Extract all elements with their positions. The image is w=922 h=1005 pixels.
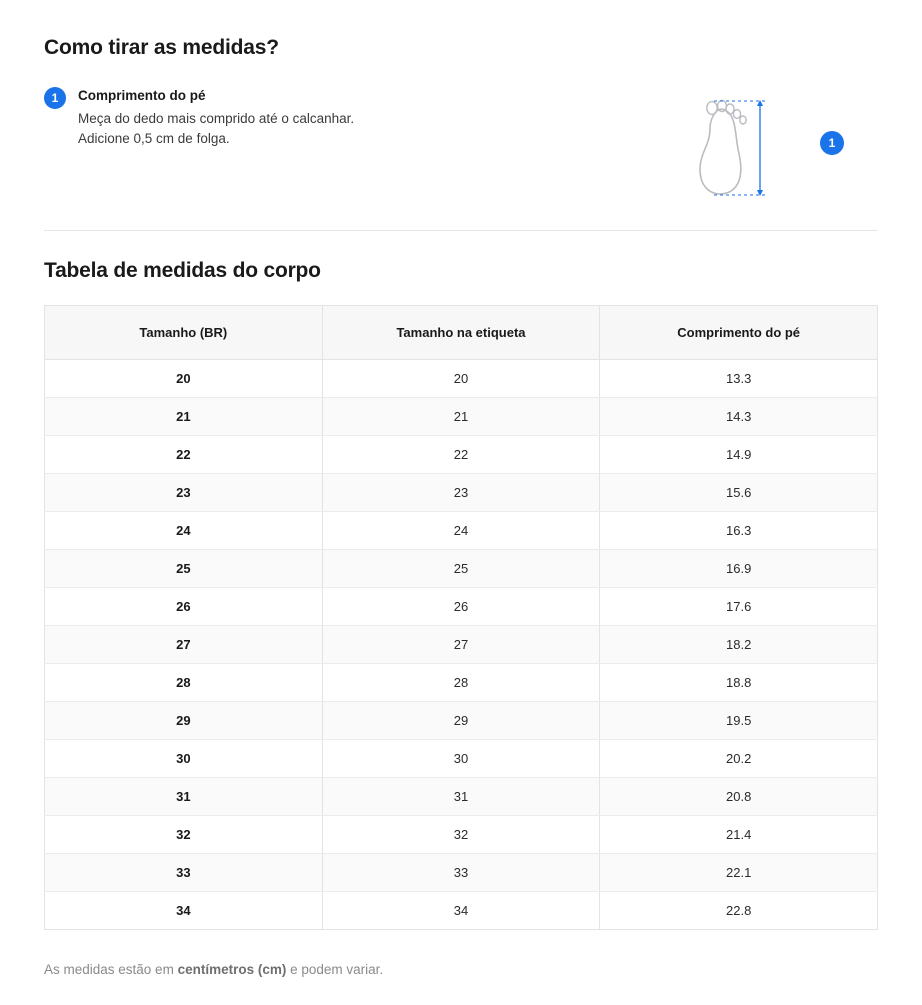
table-row xyxy=(45,816,878,854)
table-cell: 33 xyxy=(322,854,600,892)
table-cell: 14.3 xyxy=(600,398,878,436)
diagram-step-badge: 1 xyxy=(820,131,844,155)
foot-measurement-icon xyxy=(674,94,794,214)
table-cell: 30 xyxy=(322,740,600,778)
table-cell: 22 xyxy=(45,436,323,474)
table-cell: 15.6 xyxy=(600,474,878,512)
table-cell: 18.8 xyxy=(600,664,878,702)
size-table-head xyxy=(45,306,878,360)
table-cell: 14.9 xyxy=(600,436,878,474)
table-row xyxy=(45,474,878,512)
table-cell: 20.2 xyxy=(600,740,878,778)
table-cell: 20.8 xyxy=(600,778,878,816)
footnote-emphasis: centímetros (cm) xyxy=(177,962,287,977)
column-header-size-br: Tamanho (BR) xyxy=(45,306,323,360)
page-title: Como tirar as medidas? xyxy=(44,36,279,59)
table-cell: 33 xyxy=(45,854,323,892)
table-cell: 22.8 xyxy=(726,903,752,918)
table-cell: 34 xyxy=(45,892,323,930)
table-cell: 19.5 xyxy=(600,702,878,740)
table-row xyxy=(45,588,878,626)
table-cell: 29 xyxy=(322,702,600,740)
size-table xyxy=(44,305,878,930)
table-cell: 21.4 xyxy=(600,816,878,854)
table-row xyxy=(45,892,878,930)
table-cell: 31 xyxy=(322,778,600,816)
table-row xyxy=(45,512,878,550)
table-header-row xyxy=(45,306,878,360)
step-text-block xyxy=(78,86,408,148)
table-cell: 25 xyxy=(45,550,323,588)
step-description: Meça do dedo mais comprido até o calcanhar. Adicione 0,5 cm de folga. xyxy=(78,111,355,146)
column-header-foot-length: Comprimento do pé xyxy=(600,306,878,360)
table-cell: 30 xyxy=(45,740,323,778)
table-cell: 25 xyxy=(322,550,600,588)
table-cell: 34 xyxy=(322,892,600,930)
table-row xyxy=(45,740,878,778)
step-number-badge: 1 xyxy=(44,87,66,109)
table-row xyxy=(45,854,878,892)
table-cell: 22 xyxy=(322,436,600,474)
table-cell: 13.3 xyxy=(600,360,878,398)
table-cell: 20 xyxy=(45,360,323,398)
table-cell: 27 xyxy=(322,626,600,664)
table-row xyxy=(45,702,878,740)
table-cell: 16.9 xyxy=(600,550,878,588)
how-to-measure-section xyxy=(44,86,878,204)
section-divider xyxy=(44,230,878,231)
table-cell: 24 xyxy=(45,512,323,550)
table-title: Tabela de medidas do corpo xyxy=(44,259,321,282)
table-cell: 18.2 xyxy=(600,626,878,664)
table-cell: 26 xyxy=(322,588,600,626)
step-heading: Comprimento do pé xyxy=(78,88,206,103)
footnote xyxy=(44,962,878,1005)
table-cell: 22.1 xyxy=(600,854,878,892)
table-cell: 31 xyxy=(45,778,323,816)
size-table-body xyxy=(45,360,878,930)
table-cell: 28 xyxy=(322,664,600,702)
table-row xyxy=(45,436,878,474)
table-cell: 16.3 xyxy=(600,512,878,550)
footnote-prefix: As medidas estão em xyxy=(44,962,178,977)
table-cell: 29 xyxy=(45,702,323,740)
table-row xyxy=(45,550,878,588)
table-cell: 27 xyxy=(45,626,323,664)
table-cell: 32 xyxy=(45,816,323,854)
table-cell: 28 xyxy=(45,664,323,702)
column-header-label-size: Tamanho na etiqueta xyxy=(322,306,600,360)
table-row xyxy=(45,398,878,436)
table-row xyxy=(45,664,878,702)
measure-step-1 xyxy=(44,86,408,148)
footnote-suffix: e podem variar. xyxy=(286,962,384,977)
table-cell: 24 xyxy=(322,512,600,550)
table-cell: 23 xyxy=(322,474,600,512)
table-cell: 17.6 xyxy=(600,588,878,626)
table-row xyxy=(45,626,878,664)
table-cell: 32 xyxy=(322,816,600,854)
table-cell: 26 xyxy=(45,588,323,626)
table-row xyxy=(45,778,878,816)
table-row xyxy=(45,360,878,398)
table-cell: 20 xyxy=(322,360,600,398)
table-cell: 21 xyxy=(45,398,323,436)
table-cell: 21 xyxy=(322,398,600,436)
table-cell: 23 xyxy=(45,474,323,512)
